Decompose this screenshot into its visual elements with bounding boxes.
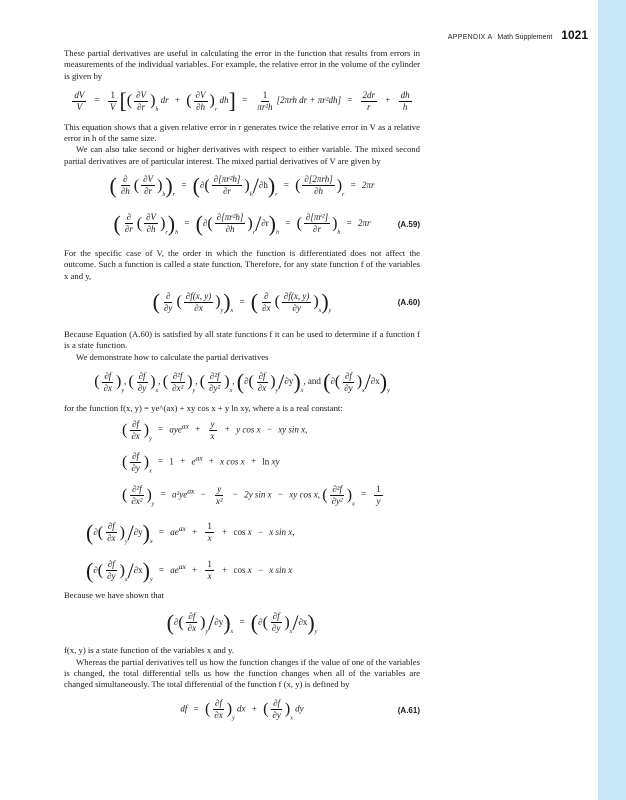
header-appendix: APPENDIX A [447, 34, 493, 41]
equation-partials-list: ( $\frac{\partial f}{\partial x}$ )$_y$, ( $\frac{\partial f}{\partial y}$ )$_x$, ( $\frac{\text{∂²f}}{\text{∂x²}}$ )$_y$, ( $\frac{\text{∂²f}}{\text{∂y²}}$ )$_x$, (∂( $\frac{\partial f}{\partial x}$ )$_y/\partial y)_x$, and (∂( $\frac{\partial f}{\partial y}$ )$_x/\partial x)_y$ [94, 369, 390, 395]
equation-relative-error: $\frac{dV}{V}$ = $\frac{1}{V}$ [( $\frac{\partial V}{\partial r}$ )$_h$ dr + ( $\frac{\partial V}{\partial h}$ )$_r$ dh] = $\frac{1}{\text{πr²h}}$ [2πrh dr + πr²dh] = $\frac{2dr}{r}$ + $\frac{dh}{h}$ [74, 88, 410, 114]
equation-mixed-yx: (∂( $\frac{\partial f}{\partial y}$ )$_x/\partial x)_y = ae^{ax}$ + $\frac{1}{x}$ + cos x − x sin x [86, 557, 293, 583]
equation-number-a60: (A.60) [397, 298, 420, 308]
paragraph-5: Because Equation (A.60) is satisfied by all state functions f it can be used to determine if a function f is a state function. [64, 328, 420, 351]
equation-number-a61: (A.61) [397, 706, 420, 716]
equation-mixed-partial-1: ( $\frac{\partial}{\partial h}$ ( $\frac{\partial V}{\partial r}$ )$_h)_r$ = (∂( $\frac{\text{∂[πr²h]}}{\partial r}$ )$_h/\partial h)_r$ = ( $\frac{\text{∂[2πrh]}}{\partial h}$ )$_r = 2\pi r$ [109, 172, 375, 198]
equation-df-dx: ( $\frac{\partial f}{\partial x}$ )$_y = aye^{ax}$ + $\frac{y}{x}$ + y cos x − xy sin x, [122, 418, 308, 443]
paragraph-9: f(x, y) is a state function of the variables x and y. [64, 645, 234, 656]
paragraph-3: We can also take second or higher derivatives with respect to either variable. The mixed second partial derivatives are of particular interest. The mixed partial derivatives of V are given by [64, 144, 420, 166]
equation-total-differential: df = ( $\frac{\partial f}{\partial x}$ )$_y$ dx + ( $\frac{\partial f}{\partial y}$ )$_x$ dy (A.61) [180, 698, 420, 722]
page-body [64, 48, 420, 731]
equation-df-dy: ( $\frac{\partial f}{\partial y}$ )$_x = 1 + e^{ax} + x$ cos x + ln xy [122, 450, 280, 475]
paragraph-6: We demonstrate how to calculate the partial derivatives [76, 351, 269, 362]
paragraph-7: for the function f(x, y) = ye^(ax) + xy cos x + y ln xy, where a is a real constant: [64, 402, 343, 413]
paragraph-4: For the specific case of V, the order in which the function is differentiated does not affect the outcome. Such a function is called a state function. Therefore, for any state function f of the variables x and y, [64, 248, 420, 281]
equation-second-partials: ( $\frac{\text{∂²f}}{\text{∂x²}}$ )$_y = a^2ye^{ax}$ − $\frac{y}{\text{x²}}$ − 2y sin x − xy cos x, ( $\frac{\text{∂²f}}{\text{∂y²}}$ )$_x$ = $\frac{1}{y}$ [122, 483, 381, 508]
paragraph-1: These partial derivatives are useful in calculating the error in the function that results from errors in measurements of the individual variables. For example, the relative error in the volume of the cylinder is given by [64, 48, 420, 81]
running-header [448, 28, 588, 42]
equation-mixed-partial-2: ( $\frac{\partial}{\partial r}$ ( $\frac{\partial V}{\partial h}$ )$_r)_h$ = (∂( $\frac{\text{∂[πr²h]}}{\partial h}$ )$_r/\partial r)_h$ = ( $\frac{\text{∂[πr²]}}{\partial r}$ )$_h = 2\pi r$ (A.59) [113, 210, 420, 236]
paragraph-8: Because we have shown that [64, 590, 164, 601]
paragraph-10: Whereas the partial derivatives tell us how the function changes if the value of one of the variables is changed, the total differential tells us how the function changes when all of the variables are changed simultaneously. The total differential of the function f (x, y) is defined by [64, 656, 420, 690]
equation-mixed-xy: (∂( $\frac{\partial f}{\partial x}$ )$_y/\partial y)_x = ae^{ax}$ + $\frac{1}{x}$ + cos x − x sin x, [86, 519, 295, 545]
side-tab [598, 0, 626, 800]
header-section: Math Supplement [497, 34, 553, 41]
equation-state-check: (∂( $\frac{\partial f}{\partial x}$ )$_y/\partial y)_x$ = (∂( $\frac{\partial f}{\partial y}$ )$_x/\partial x)_y$ [166, 609, 318, 635]
paragraph-2: This equation shows that a given relative error in r generates twice the relative error in V as a relative error in h of the same size. [64, 121, 420, 144]
equation-number-a59: (A.59) [397, 219, 420, 229]
equation-state-function: ( $\frac{\partial}{\partial y}$ ( $\frac{\partial f(x, y)}{\partial x}$ )$_y)_x$ = ( $\frac{\partial}{\partial x}$ ( $\frac{\partial f(x, y)}{\partial y}$ )$_x)_y$ (A.60) [152, 289, 420, 315]
page-number: 1021 [561, 28, 588, 42]
